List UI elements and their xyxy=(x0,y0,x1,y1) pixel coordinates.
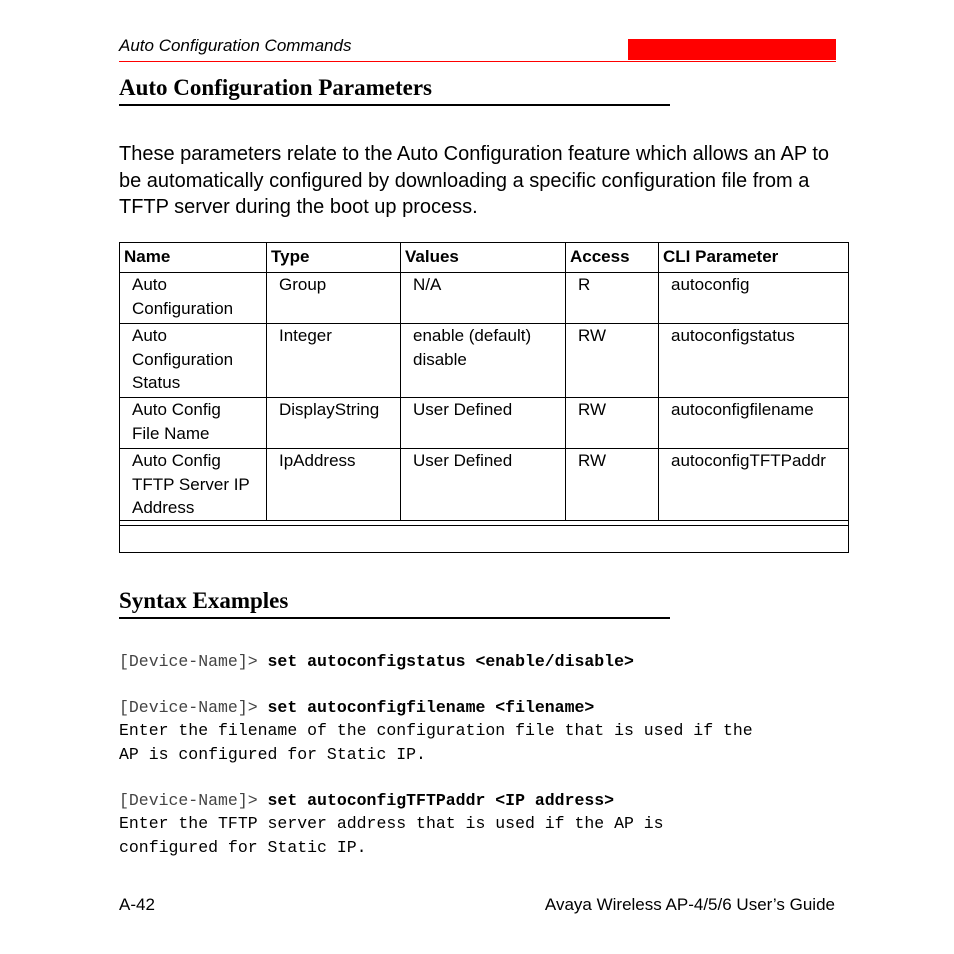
cell-access: R xyxy=(566,273,659,324)
table-row xyxy=(120,273,849,324)
section-title-parameters: Auto Configuration Parameters xyxy=(119,75,433,100)
cell-type: Integer xyxy=(267,324,401,398)
table-row xyxy=(120,398,849,449)
header-rule xyxy=(119,61,836,62)
running-header: Auto Configuration Commands xyxy=(119,36,352,55)
cell-cli-parameter: autoconfigfilename xyxy=(659,398,849,449)
cli-prompt: [Device-Name]> xyxy=(119,791,268,810)
cell-access: RW xyxy=(566,324,659,398)
cli-prompt: [Device-Name]> xyxy=(119,652,268,671)
cell-cli-parameter: autoconfig xyxy=(659,273,849,324)
header-accent-bar xyxy=(628,39,836,60)
cell-values: N/A xyxy=(401,273,566,324)
cell-cli-parameter: autoconfigstatus xyxy=(659,324,849,398)
cell-name: Auto Configuration Status xyxy=(120,324,267,398)
syntax-example-3 xyxy=(119,789,614,813)
cli-prompt: [Device-Name]> xyxy=(119,698,268,717)
table-header-row xyxy=(120,243,849,273)
cell-access: RW xyxy=(566,449,659,521)
column-header: Values xyxy=(401,243,566,273)
parameters-table xyxy=(119,242,849,553)
syntax-description: Enter the filename of the configuration file that is used if the AP is configured for Static IP. xyxy=(119,721,753,764)
intro-paragraph: These parameters relate to the Auto Configuration feature which allows an AP to be automatically configured by downloading a specific configuration file from a TFTP server during the boot up process. xyxy=(119,143,830,218)
cli-command: set autoconfigTFTPaddr <IP address> xyxy=(267,791,615,810)
cli-command: set autoconfigfilename <filename> xyxy=(267,698,595,717)
cli-command: set autoconfigstatus <enable/disable> xyxy=(267,652,634,671)
table-empty-cell xyxy=(120,525,849,552)
cell-type: DisplayString xyxy=(267,398,401,449)
column-header: CLI Parameter xyxy=(659,243,849,273)
column-header: Access xyxy=(566,243,659,273)
cell-type: Group xyxy=(267,273,401,324)
table-row xyxy=(120,324,849,398)
syntax-example-2 xyxy=(119,696,594,720)
cell-values: User Defined xyxy=(401,398,566,449)
cell-name: Auto Configuration xyxy=(120,273,267,324)
column-header: Name xyxy=(120,243,267,273)
column-header: Type xyxy=(267,243,401,273)
syntax-example-1 xyxy=(119,650,634,674)
guide-title: Avaya Wireless AP-4/5/6 User’s Guide xyxy=(544,895,835,914)
cell-values: enable (default) disable xyxy=(401,324,566,398)
cell-type: IpAddress xyxy=(267,449,401,521)
cell-cli-parameter: autoconfigTFTPaddr xyxy=(659,449,849,521)
cell-access: RW xyxy=(566,398,659,449)
section-title-syntax: Syntax Examples xyxy=(119,588,289,613)
section-rule xyxy=(119,617,670,619)
table-empty-row xyxy=(120,525,849,552)
cell-name: Auto Config File Name xyxy=(120,398,267,449)
syntax-description: Enter the TFTP server address that is used if the AP is configured for Static IP. xyxy=(119,814,664,857)
table-row xyxy=(120,449,849,521)
page-number: A-42 xyxy=(119,895,155,914)
cell-name: Auto Config TFTP Server IP Address xyxy=(120,449,267,521)
cell-values: User Defined xyxy=(401,449,566,521)
section-rule xyxy=(119,104,670,106)
